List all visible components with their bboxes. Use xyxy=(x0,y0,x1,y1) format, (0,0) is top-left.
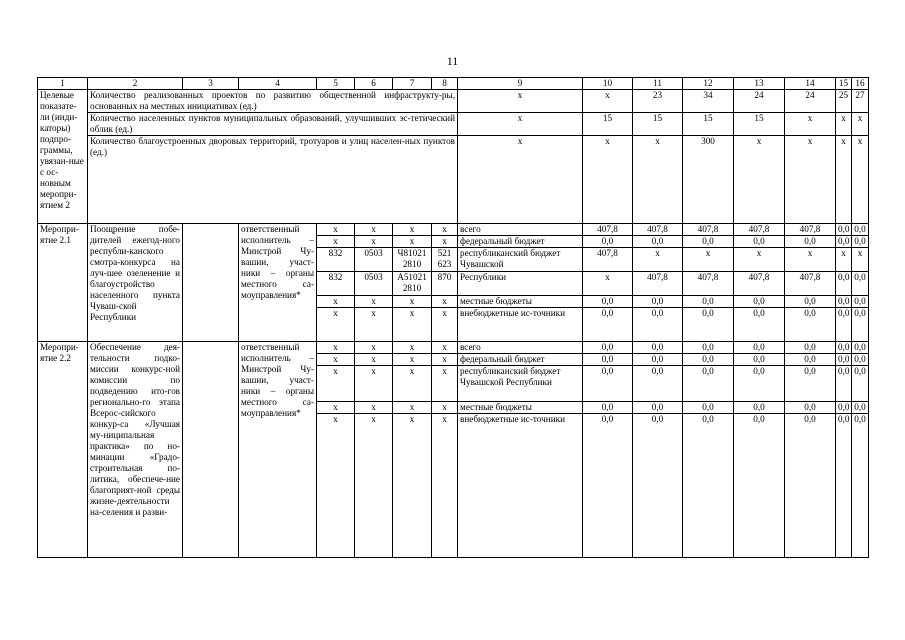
cell: 0,0 xyxy=(683,414,734,558)
funding-source: всего xyxy=(458,224,583,236)
cell: 832 xyxy=(317,248,355,272)
measure-description: Поощрение побе-дителей ежегод-ного республи-канского смотра-конкурса на луч-шее озеленение и благоустройство населенного пункта Чуваш-ской Республики xyxy=(88,224,183,342)
cell: x xyxy=(355,224,393,236)
cell: 34 xyxy=(683,90,734,113)
cell: x xyxy=(683,248,734,272)
program-table xyxy=(37,77,869,558)
cell: x xyxy=(393,308,432,342)
cell: x xyxy=(836,248,852,272)
cell: x xyxy=(317,402,355,414)
cell: 0,0 xyxy=(734,308,785,342)
measure-description: Обеспечение дея-тельности подко-миссии конкурс-ной комиссии по подведению ито-гов регионально-го этапа Всерос-сийского конкур-са «Лучшая му-ниципальная практика» по но-минации «Градо-строительная по-литика, обеспече-ние благоприят-ной среды жизне-деятельности на-селения и разви- xyxy=(88,342,183,558)
cell: 0,0 xyxy=(852,366,869,402)
indicator-text: Количество реализованных проектов по развитию общественной инфраструкту-ры, основанных на местных инициативах (ед.) xyxy=(88,90,458,113)
col-4: 4 xyxy=(239,78,317,90)
cell: 0,0 xyxy=(852,236,869,248)
funding-source: местные бюджеты xyxy=(458,402,583,414)
cell: 27 xyxy=(852,90,869,113)
col-6: 6 xyxy=(355,78,393,90)
cell: 0,0 xyxy=(583,342,633,354)
col-5: 5 xyxy=(317,78,355,90)
funding-source: федеральный бюджет xyxy=(458,236,583,248)
cell: x xyxy=(458,90,583,113)
cell: 0,0 xyxy=(683,402,734,414)
cell: x xyxy=(355,354,393,366)
cell: x xyxy=(355,308,393,342)
col-15: 15 xyxy=(836,78,852,90)
col-13: 13 xyxy=(734,78,785,90)
cell: 0,0 xyxy=(852,402,869,414)
cell: 0,0 xyxy=(785,414,836,558)
cell: 0,0 xyxy=(583,308,633,342)
col-2: 2 xyxy=(88,78,183,90)
cell: x xyxy=(432,308,458,342)
cell: 300 xyxy=(683,136,734,224)
cell: 0,0 xyxy=(583,414,633,558)
measure-title: Меропри-ятие 2.2 xyxy=(38,342,88,558)
cell: 0,0 xyxy=(785,354,836,366)
cell: x xyxy=(852,136,869,224)
cell: 0,0 xyxy=(852,272,869,296)
cell: x xyxy=(317,366,355,402)
cell: 832 xyxy=(317,272,355,296)
funding-source: всего xyxy=(458,342,583,354)
cell: 0,0 xyxy=(633,402,683,414)
cell: x xyxy=(432,414,458,558)
cell: 0,0 xyxy=(836,342,852,354)
funding-source: республиканский бюджет Чувашской xyxy=(458,248,583,272)
funding-source: республиканский бюджет Чувашской Республики xyxy=(458,366,583,402)
cell: x xyxy=(785,136,836,224)
cell: x xyxy=(355,414,393,558)
col-14: 14 xyxy=(785,78,836,90)
cell: 407,8 xyxy=(785,272,836,296)
cell: 0,0 xyxy=(785,366,836,402)
cell: 0,0 xyxy=(852,296,869,308)
cell: 0,0 xyxy=(633,366,683,402)
executor: ответственный исполнитель – Минстрой Чу-вашии, участ-ники – органы местного са-моуправления* xyxy=(239,224,317,342)
cell: x xyxy=(836,113,852,136)
cell: 0,0 xyxy=(734,236,785,248)
cell: 0,0 xyxy=(836,366,852,402)
cell: 407,8 xyxy=(583,248,633,272)
cell: 0,0 xyxy=(583,402,633,414)
cell: 0,0 xyxy=(836,354,852,366)
cell: 407,8 xyxy=(633,224,683,236)
cell: А51021 2810 xyxy=(393,272,432,296)
cell: 407,8 xyxy=(633,272,683,296)
cell: x xyxy=(734,248,785,272)
cell: 407,8 xyxy=(734,272,785,296)
cell: 15 xyxy=(734,113,785,136)
cell: 521 623 xyxy=(432,248,458,272)
cell: 24 xyxy=(734,90,785,113)
cell: x xyxy=(393,296,432,308)
funding-source: внебюджетные ис-точники xyxy=(458,414,583,558)
funding-source: федеральный бюджет xyxy=(458,354,583,366)
cell: x xyxy=(852,248,869,272)
cell: 0,0 xyxy=(836,224,852,236)
cell: x xyxy=(432,236,458,248)
cell: 0,0 xyxy=(785,296,836,308)
m21-row xyxy=(38,224,869,236)
cell: x xyxy=(317,224,355,236)
cell: x xyxy=(785,113,836,136)
cell: 0,0 xyxy=(734,366,785,402)
cell: 407,8 xyxy=(683,224,734,236)
cell: 0,0 xyxy=(734,354,785,366)
col-7: 7 xyxy=(393,78,432,90)
col-1: 1 xyxy=(38,78,88,90)
cell: 0,0 xyxy=(633,308,683,342)
cell: x xyxy=(355,402,393,414)
cell: 0,0 xyxy=(633,236,683,248)
cell: 0,0 xyxy=(683,354,734,366)
cell: 0,0 xyxy=(852,308,869,342)
indicator-row xyxy=(38,90,869,113)
cell: 407,8 xyxy=(683,272,734,296)
cell: x xyxy=(432,342,458,354)
funding-source: Республики xyxy=(458,272,583,296)
empty-cell xyxy=(183,342,239,558)
cell: 0,0 xyxy=(683,296,734,308)
cell: x xyxy=(355,342,393,354)
cell: x xyxy=(836,136,852,224)
cell: 407,8 xyxy=(583,224,633,236)
cell: 0,0 xyxy=(852,414,869,558)
cell: Ч81021 2810 xyxy=(393,248,432,272)
cell: 0,0 xyxy=(683,236,734,248)
cell: 0,0 xyxy=(734,342,785,354)
col-3: 3 xyxy=(183,78,239,90)
cell: 0,0 xyxy=(683,366,734,402)
cell: x xyxy=(734,136,785,224)
cell: x xyxy=(633,248,683,272)
cell: x xyxy=(393,366,432,402)
col-8: 8 xyxy=(432,78,458,90)
col-11: 11 xyxy=(633,78,683,90)
cell: x xyxy=(317,308,355,342)
cell: 0,0 xyxy=(836,308,852,342)
indicator-text: Количество благоустроенных дворовых территорий, тротуаров и улиц населен-ных пунктов (ед.) xyxy=(88,136,458,224)
col-12: 12 xyxy=(683,78,734,90)
cell: x xyxy=(432,296,458,308)
cell: x xyxy=(583,90,633,113)
cell: 0,0 xyxy=(633,414,683,558)
cell: x xyxy=(458,136,583,224)
cell: 0503 xyxy=(355,248,393,272)
cell: x xyxy=(355,296,393,308)
cell: 0,0 xyxy=(583,366,633,402)
cell: 407,8 xyxy=(785,224,836,236)
executor: ответственный исполнитель – Минстрой Чу-вашии, участ-ники – органы местного са-моуправления* xyxy=(239,342,317,558)
funding-source: внебюджетные ис-точники xyxy=(458,308,583,342)
cell: 0,0 xyxy=(633,354,683,366)
cell: 0,0 xyxy=(583,296,633,308)
cell: 0,0 xyxy=(836,296,852,308)
cell: x xyxy=(393,236,432,248)
cell: 0,0 xyxy=(836,272,852,296)
cell: x xyxy=(432,402,458,414)
cell: x xyxy=(583,272,633,296)
cell: 0,0 xyxy=(734,296,785,308)
cell: x xyxy=(317,414,355,558)
cell: x xyxy=(432,224,458,236)
cell: 0,0 xyxy=(836,414,852,558)
cell: 870 xyxy=(432,272,458,296)
cell: x xyxy=(852,113,869,136)
indicator-row xyxy=(38,113,869,136)
cell: x xyxy=(432,366,458,402)
page-number: 11 xyxy=(446,54,459,68)
cell: 23 xyxy=(633,90,683,113)
cell: x xyxy=(393,414,432,558)
cell: x xyxy=(633,136,683,224)
cell: x xyxy=(393,402,432,414)
cell: 0,0 xyxy=(836,236,852,248)
indicator-row xyxy=(38,136,869,224)
cell: 0,0 xyxy=(683,342,734,354)
cell: x xyxy=(393,224,432,236)
funding-source: местные бюджеты xyxy=(458,296,583,308)
cell: 0,0 xyxy=(785,342,836,354)
empty-cell xyxy=(183,224,239,342)
cell: x xyxy=(317,236,355,248)
cell: 0,0 xyxy=(734,414,785,558)
cell: 24 xyxy=(785,90,836,113)
cell: 0,0 xyxy=(785,308,836,342)
cell: 15 xyxy=(633,113,683,136)
cell: 0,0 xyxy=(734,402,785,414)
cell: x xyxy=(785,248,836,272)
cell: 0,0 xyxy=(683,308,734,342)
cell: 0,0 xyxy=(852,342,869,354)
cell: 15 xyxy=(583,113,633,136)
cell: x xyxy=(393,342,432,354)
cell: x xyxy=(393,354,432,366)
column-number-row xyxy=(38,78,869,90)
cell: 0,0 xyxy=(852,354,869,366)
cell: 0,0 xyxy=(583,354,633,366)
cell: 0,0 xyxy=(852,224,869,236)
cell: 0,0 xyxy=(785,236,836,248)
indicators-label: Целевые показате-ли (инди-каторы) подпро-граммы, увязан-ные с ос-новным меропри-ятием 2 xyxy=(38,90,88,224)
cell: 0,0 xyxy=(583,236,633,248)
cell: 0503 xyxy=(355,272,393,296)
col-16: 16 xyxy=(852,78,869,90)
cell: x xyxy=(583,136,633,224)
m22-row xyxy=(38,342,869,354)
cell: x xyxy=(355,236,393,248)
cell: 407,8 xyxy=(734,224,785,236)
cell: x xyxy=(432,354,458,366)
cell: x xyxy=(458,113,583,136)
cell: x xyxy=(355,366,393,402)
cell: x xyxy=(317,342,355,354)
cell: 25 xyxy=(836,90,852,113)
col-9: 9 xyxy=(458,78,583,90)
cell: 15 xyxy=(683,113,734,136)
cell: 0,0 xyxy=(633,342,683,354)
indicator-text: Количество населенных пунктов муниципальных образований, улучшивших эс-тетический облик (ед.) xyxy=(88,113,458,136)
cell: x xyxy=(317,354,355,366)
cell: 0,0 xyxy=(785,402,836,414)
cell: 0,0 xyxy=(633,296,683,308)
col-10: 10 xyxy=(583,78,633,90)
measure-title: Меропри-ятие 2.1 xyxy=(38,224,88,342)
cell: x xyxy=(317,296,355,308)
cell: 0,0 xyxy=(836,402,852,414)
